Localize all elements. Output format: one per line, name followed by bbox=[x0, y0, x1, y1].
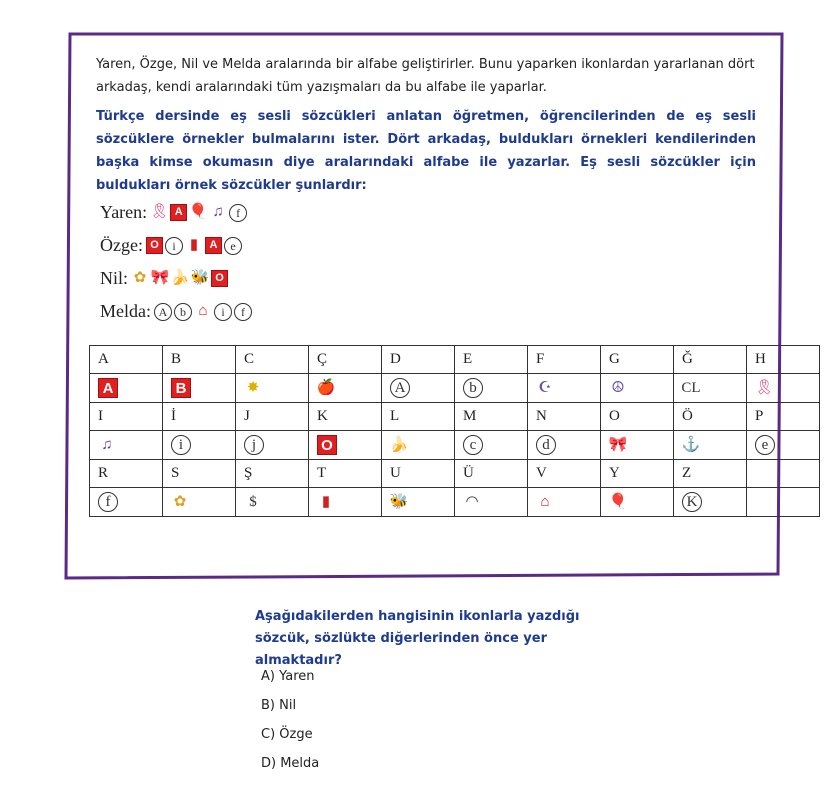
star-burst-icon: ✸ bbox=[246, 380, 260, 397]
bee-icon: 🐝 bbox=[190, 270, 210, 286]
letter-cell: L bbox=[382, 403, 455, 431]
balloon-icon: 🎈 bbox=[188, 204, 208, 220]
letter-cell: Ç bbox=[309, 346, 382, 374]
circled-i-icon: i bbox=[171, 435, 191, 455]
icon-cell bbox=[674, 374, 747, 403]
icon-cell bbox=[236, 431, 309, 460]
icon-cell bbox=[747, 431, 820, 460]
icon-cell bbox=[90, 374, 163, 403]
icon-cell bbox=[163, 488, 236, 517]
circled-b-icon: b bbox=[463, 378, 483, 398]
circled-k-icon: K bbox=[682, 492, 702, 512]
answer-name: Özge: bbox=[100, 235, 143, 255]
option-a[interactable]: A) Yaren bbox=[261, 669, 315, 684]
icon-cell bbox=[163, 374, 236, 403]
a-box-icon: A bbox=[98, 378, 118, 398]
house-icon: ⌂ bbox=[198, 303, 208, 319]
icon-cell bbox=[382, 488, 455, 517]
bow-icon: 🎀 bbox=[150, 270, 170, 286]
house-icon: ⌂ bbox=[540, 493, 550, 510]
icon-cell bbox=[309, 431, 382, 460]
ribbon-icon: 🎗 bbox=[754, 380, 774, 397]
letter-cell: Y bbox=[601, 460, 674, 488]
answer-line bbox=[100, 262, 254, 295]
letter-cell: Ü bbox=[455, 460, 528, 488]
option-c[interactable]: C) Özge bbox=[261, 727, 313, 742]
option-d[interactable]: D) Melda bbox=[261, 756, 320, 771]
o-box-icon: O bbox=[146, 237, 163, 254]
icon-cell bbox=[601, 488, 674, 517]
letter-cell: Ş bbox=[236, 460, 309, 488]
icon-cell bbox=[528, 488, 601, 517]
circled-c-icon: c bbox=[463, 435, 483, 455]
letter-cell: I bbox=[90, 403, 163, 431]
balloon-icon: 🎈 bbox=[608, 494, 628, 511]
letter-cell: K bbox=[309, 403, 382, 431]
peace-icon: ☮ bbox=[611, 380, 625, 397]
rainbow-icon: ◠ bbox=[465, 494, 479, 511]
letter-cell: S bbox=[163, 460, 236, 488]
a-box-icon: A bbox=[170, 204, 187, 221]
icon-row bbox=[90, 431, 820, 460]
letter-cell: N bbox=[528, 403, 601, 431]
letter-cell: V bbox=[528, 460, 601, 488]
dollar-icon: $ bbox=[249, 493, 257, 510]
letter-row bbox=[90, 346, 820, 374]
letter-cell: C bbox=[236, 346, 309, 374]
bow-icon: 🎀 bbox=[608, 437, 628, 454]
answer-name: Nil: bbox=[100, 268, 129, 288]
letter-row bbox=[90, 403, 820, 431]
circled-i-icon: i bbox=[165, 237, 183, 255]
answer-list bbox=[100, 196, 254, 328]
banana-icon: 🍌 bbox=[389, 437, 409, 454]
icon-cell bbox=[674, 488, 747, 517]
intro-paragraph: Yaren, Özge, Nil ve Melda aralarında bir alfabe geliştirirler. Bunu yaparken ikonlardan yararlanan dört arkadaş, kendi aralarındaki tüm yazışmaları da bu alfabe ile yaparlar. bbox=[96, 57, 755, 95]
circled-e-icon: e bbox=[224, 237, 242, 255]
letter-cell: T bbox=[309, 460, 382, 488]
answer-line bbox=[100, 295, 254, 328]
icon-cell bbox=[236, 488, 309, 517]
letter-cell: Z bbox=[674, 460, 747, 488]
a-box-icon: A bbox=[205, 237, 222, 254]
options-list bbox=[261, 662, 319, 778]
letter-cell: R bbox=[90, 460, 163, 488]
music-note-icon: ♫ bbox=[212, 204, 224, 220]
option-b[interactable]: B) Nil bbox=[261, 698, 297, 713]
letter-row bbox=[90, 460, 820, 488]
letter-cell: G bbox=[601, 346, 674, 374]
answer-line bbox=[100, 196, 254, 229]
icon-row bbox=[90, 374, 820, 403]
letter-cell: E bbox=[455, 346, 528, 374]
icon-cell bbox=[601, 431, 674, 460]
icon-cell bbox=[747, 488, 820, 517]
circled-i-icon: i bbox=[214, 303, 232, 321]
book-icon: ▮ bbox=[321, 494, 331, 511]
circled-j-icon: j bbox=[244, 435, 264, 455]
answer-name: Yaren: bbox=[100, 202, 148, 222]
letter-cell: U bbox=[382, 460, 455, 488]
icon-cell bbox=[455, 488, 528, 517]
b-box-icon: B bbox=[171, 378, 191, 398]
letter-cell bbox=[747, 460, 820, 488]
letter-cell: D bbox=[382, 346, 455, 374]
letter-cell: A bbox=[90, 346, 163, 374]
icon-cell bbox=[382, 431, 455, 460]
flower-icon: ✿ bbox=[133, 270, 147, 286]
answer-name: Melda: bbox=[100, 301, 151, 321]
letter-cell: P bbox=[747, 403, 820, 431]
icon-cell bbox=[90, 431, 163, 460]
music-note-icon: ♫ bbox=[101, 436, 113, 453]
letter-cell: M bbox=[455, 403, 528, 431]
circled-e-icon: e bbox=[755, 435, 775, 455]
icon-cell bbox=[455, 374, 528, 403]
icon-cell bbox=[601, 374, 674, 403]
circled-a-icon: A bbox=[154, 303, 172, 321]
icon-cell bbox=[455, 431, 528, 460]
icon-row bbox=[90, 488, 820, 517]
letter-cell: İ bbox=[163, 403, 236, 431]
letter-cell: H bbox=[747, 346, 820, 374]
icon-cell bbox=[528, 431, 601, 460]
icon-cell bbox=[309, 374, 382, 403]
alphabet-table bbox=[89, 345, 820, 517]
icon-cell bbox=[382, 374, 455, 403]
letter-cell: O bbox=[601, 403, 674, 431]
banana-icon: 🍌 bbox=[170, 270, 190, 286]
flower-icon: ✿ bbox=[173, 494, 187, 511]
icon-cell bbox=[747, 374, 820, 403]
anchor-icon: ⚓ bbox=[681, 437, 701, 454]
icon-cell bbox=[528, 374, 601, 403]
letter-cell: B bbox=[163, 346, 236, 374]
cl-icon: CL bbox=[681, 379, 701, 396]
circled-a-icon: A bbox=[390, 378, 410, 398]
circled-f-icon: f bbox=[234, 303, 252, 321]
crescent-icon: ☪ bbox=[538, 380, 552, 397]
circled-f-icon: f bbox=[98, 492, 118, 512]
o-box-icon: O bbox=[317, 435, 337, 455]
letter-cell: Ğ bbox=[674, 346, 747, 374]
o-box-icon: O bbox=[211, 270, 228, 287]
circled-b-icon: b bbox=[174, 303, 192, 321]
icon-cell bbox=[163, 431, 236, 460]
icon-cell bbox=[674, 431, 747, 460]
icon-cell bbox=[90, 488, 163, 517]
circled-f-icon: f bbox=[229, 204, 247, 222]
task-paragraph: Türkçe dersinde eş sesli sözcükleri anlatan öğretmen, öğrencilerinden de eş sesli sözcüklere örnekler bulmalarını ister. Dört arkadaş, buldukları örnekleri kendilerinden başka kimse okumasın diye aralarındaki alfabe ile yazarlar. Eş sesli sözcükler için buldukları örnek sözcükler şunlardır: bbox=[96, 109, 756, 193]
ribbon-icon: 🎗 bbox=[149, 204, 169, 220]
letter-cell: Ö bbox=[674, 403, 747, 431]
circled-d-icon: d bbox=[536, 435, 556, 455]
bee-icon: 🐝 bbox=[389, 494, 409, 511]
book-icon: ▮ bbox=[189, 237, 199, 253]
letter-cell: F bbox=[528, 346, 601, 374]
icon-cell bbox=[236, 374, 309, 403]
question-text: Aşağıdakilerden hangisinin ikonlarla yazdığı sözcük, sözlükte diğerlerinden önce yer almaktadır? bbox=[255, 609, 580, 668]
icon-cell bbox=[309, 488, 382, 517]
letter-cell: J bbox=[236, 403, 309, 431]
apple-icon: 🍎 bbox=[316, 380, 336, 397]
answer-line bbox=[100, 229, 254, 262]
